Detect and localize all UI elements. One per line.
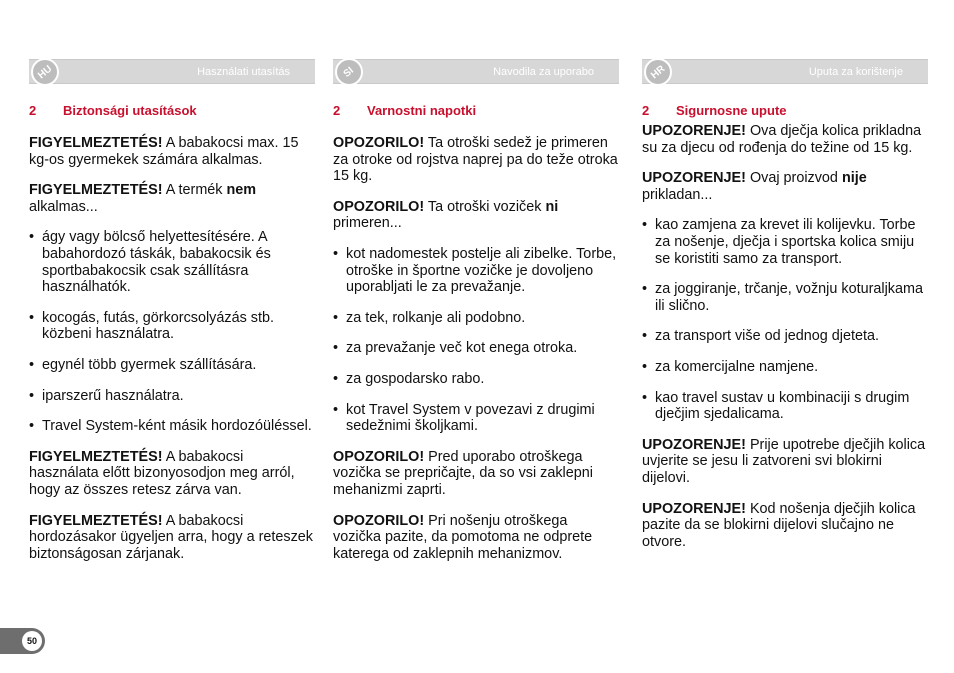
warning-3 [333,449,619,499]
language-badge [644,58,672,86]
warning-1 [333,135,619,185]
list-item: • kao travel sustav u kombinaciji s drugim dječjim sjedalicama. [642,390,928,423]
warning-4 [642,501,928,551]
column-header [29,59,315,84]
warning-text: Kod nošenja dječjih kolica pazite da se blokirni dijelovi slučajno ne otvore. [642,500,916,550]
language-badge [335,58,363,86]
list-item: • iparszerű használatra. [29,388,315,405]
warning-2 [642,170,928,203]
warning-label: OPOZORILO! [333,135,425,151]
warning-2 [333,199,619,232]
warning-label: OPOZORILO! [333,198,425,215]
warning-label: UPOZORENJE! [642,170,746,187]
section-heading [29,103,315,118]
list-item: • za tek, rolkanje ali podobno. [333,310,619,327]
warning-text: primeren... [333,215,402,232]
list-item: • kot Travel System v povezavi z drugimi sedežnimi školjkami. [333,402,619,435]
list-item: • egynél több gyermek szállítására. [29,357,315,374]
list-item: • za transport više od jednog djeteta. [642,328,928,345]
warning-emphasis: nije [841,170,867,187]
list-item: • za komercijalne namjene. [642,359,928,376]
list-item: • kao zamjena za krevet ili kolijevku. Torbe za nošenje, dječja i sportska kolica smiju se koristiti samo za transport. [642,217,928,267]
warning-text: Pred uporabo otroškega vozička se prepričajte, da so vsi zaklepni mehanizmi zaprti. [333,448,593,498]
warning-text: Ova dječja kolica prikladna su za djecu od rođenja do težine od 15 kg. [642,123,922,156]
warning-emphasis: nem [226,182,257,199]
bullet-list [642,217,928,422]
warning-label: UPOZORENJE! [642,436,746,453]
warning-4 [333,513,619,563]
warning-label: FIGYELMEZTETÉS! [29,182,163,199]
section-number: 2 [642,103,650,118]
warning-label: UPOZORENJE! [642,500,746,517]
column-header [642,59,928,84]
section-title: Sigurnosne upute [676,103,787,118]
warning-text: A babakocsi használata előtt bizonyosodjon meg arról, hogy az összes retesz zárva van. [29,448,295,498]
warning-text: prikladan... [642,186,713,203]
warning-label: OPOZORILO! [333,512,425,529]
warning-text: Ta otroški sedež je primeren za otroke od rojstva naprej pa do teže otroka 15 kg. [333,135,618,185]
column-hu [29,59,315,562]
list-item: • Travel System-ként másik hordozóüléssel. [29,418,315,435]
header-title: Uputa za korištenje [808,66,903,78]
column-hr [642,59,928,550]
list-item: • ágy vagy bölcső helyettesítésére. A babahordozó táskák, babakocsik és sportbabakocsik csak szállításra használhatók. [29,229,315,295]
warning-label: FIGYELMEZTETÉS! [29,448,163,465]
warning-label: UPOZORENJE! [642,123,746,139]
section-title: Biztonsági utasítások [63,103,197,118]
warning-text: Prije upotrebe dječjih kolica uvjerite se jesu li zatvoreni svi blokirni dijelovi. [642,436,926,486]
column-header [333,59,619,84]
warning-text: A termék [162,182,227,199]
warning-text: A babakocsi hordozásakor ügyeljen arra, hogy a reteszek biztonságosan zárjanak. [29,512,313,562]
warning-label: OPOZORILO! [333,448,425,465]
warning-label: FIGYELMEZTETÉS! [29,135,163,151]
column-si [333,59,619,562]
list-item: • za prevažanje več kot enega otroka. [333,340,619,357]
language-badge [31,58,59,86]
warning-1 [29,135,315,168]
list-item: • za joggiranje, trčanje, vožnju koturaljkama ili slično. [642,281,928,314]
language-code: SI [341,64,357,80]
warning-2 [29,182,315,215]
warning-4 [29,513,315,563]
warning-3 [29,449,315,499]
warning-label: FIGYELMEZTETÉS! [29,512,163,529]
header-title: Használati utasítás [197,66,290,78]
page-number-tab [0,628,45,654]
warning-text: Ovaj proizvod [745,170,842,187]
bullet-list [333,246,619,435]
bullet-list [29,229,315,434]
warning-1 [642,123,928,156]
list-item: • za gospodarsko rabo. [333,371,619,388]
page-number: 50 [22,631,42,651]
section-number: 2 [29,103,37,118]
warning-emphasis: ni [545,198,559,215]
section-heading [642,103,928,118]
list-item: • kot nadomestek postelje ali zibelke. Torbe, otroške in športne vozičke je dovoljeno uporabljati le za prevažanje. [333,246,619,296]
warning-text: alkalmas... [29,198,98,215]
warning-text: A babakocsi max. 15 kg-os gyermekek számára alkalmas. [29,135,299,168]
warning-text: Pri nošenju otroškega vozička pazite, da pomotoma ne odprete katerega od zaklepnih mehanizmov. [333,512,593,562]
list-item: • kocogás, futás, görkorcsolyázás stb. közbeni használatra. [29,310,315,343]
header-title: Navodila za uporabo [493,66,594,78]
section-title: Varnostni napotki [367,103,477,118]
language-code: HU [35,63,55,81]
warning-3 [642,437,928,487]
section-number: 2 [333,103,341,118]
section-heading [333,103,619,118]
warning-text: Ta otroški voziček [424,198,546,215]
language-code: HR [648,63,668,81]
